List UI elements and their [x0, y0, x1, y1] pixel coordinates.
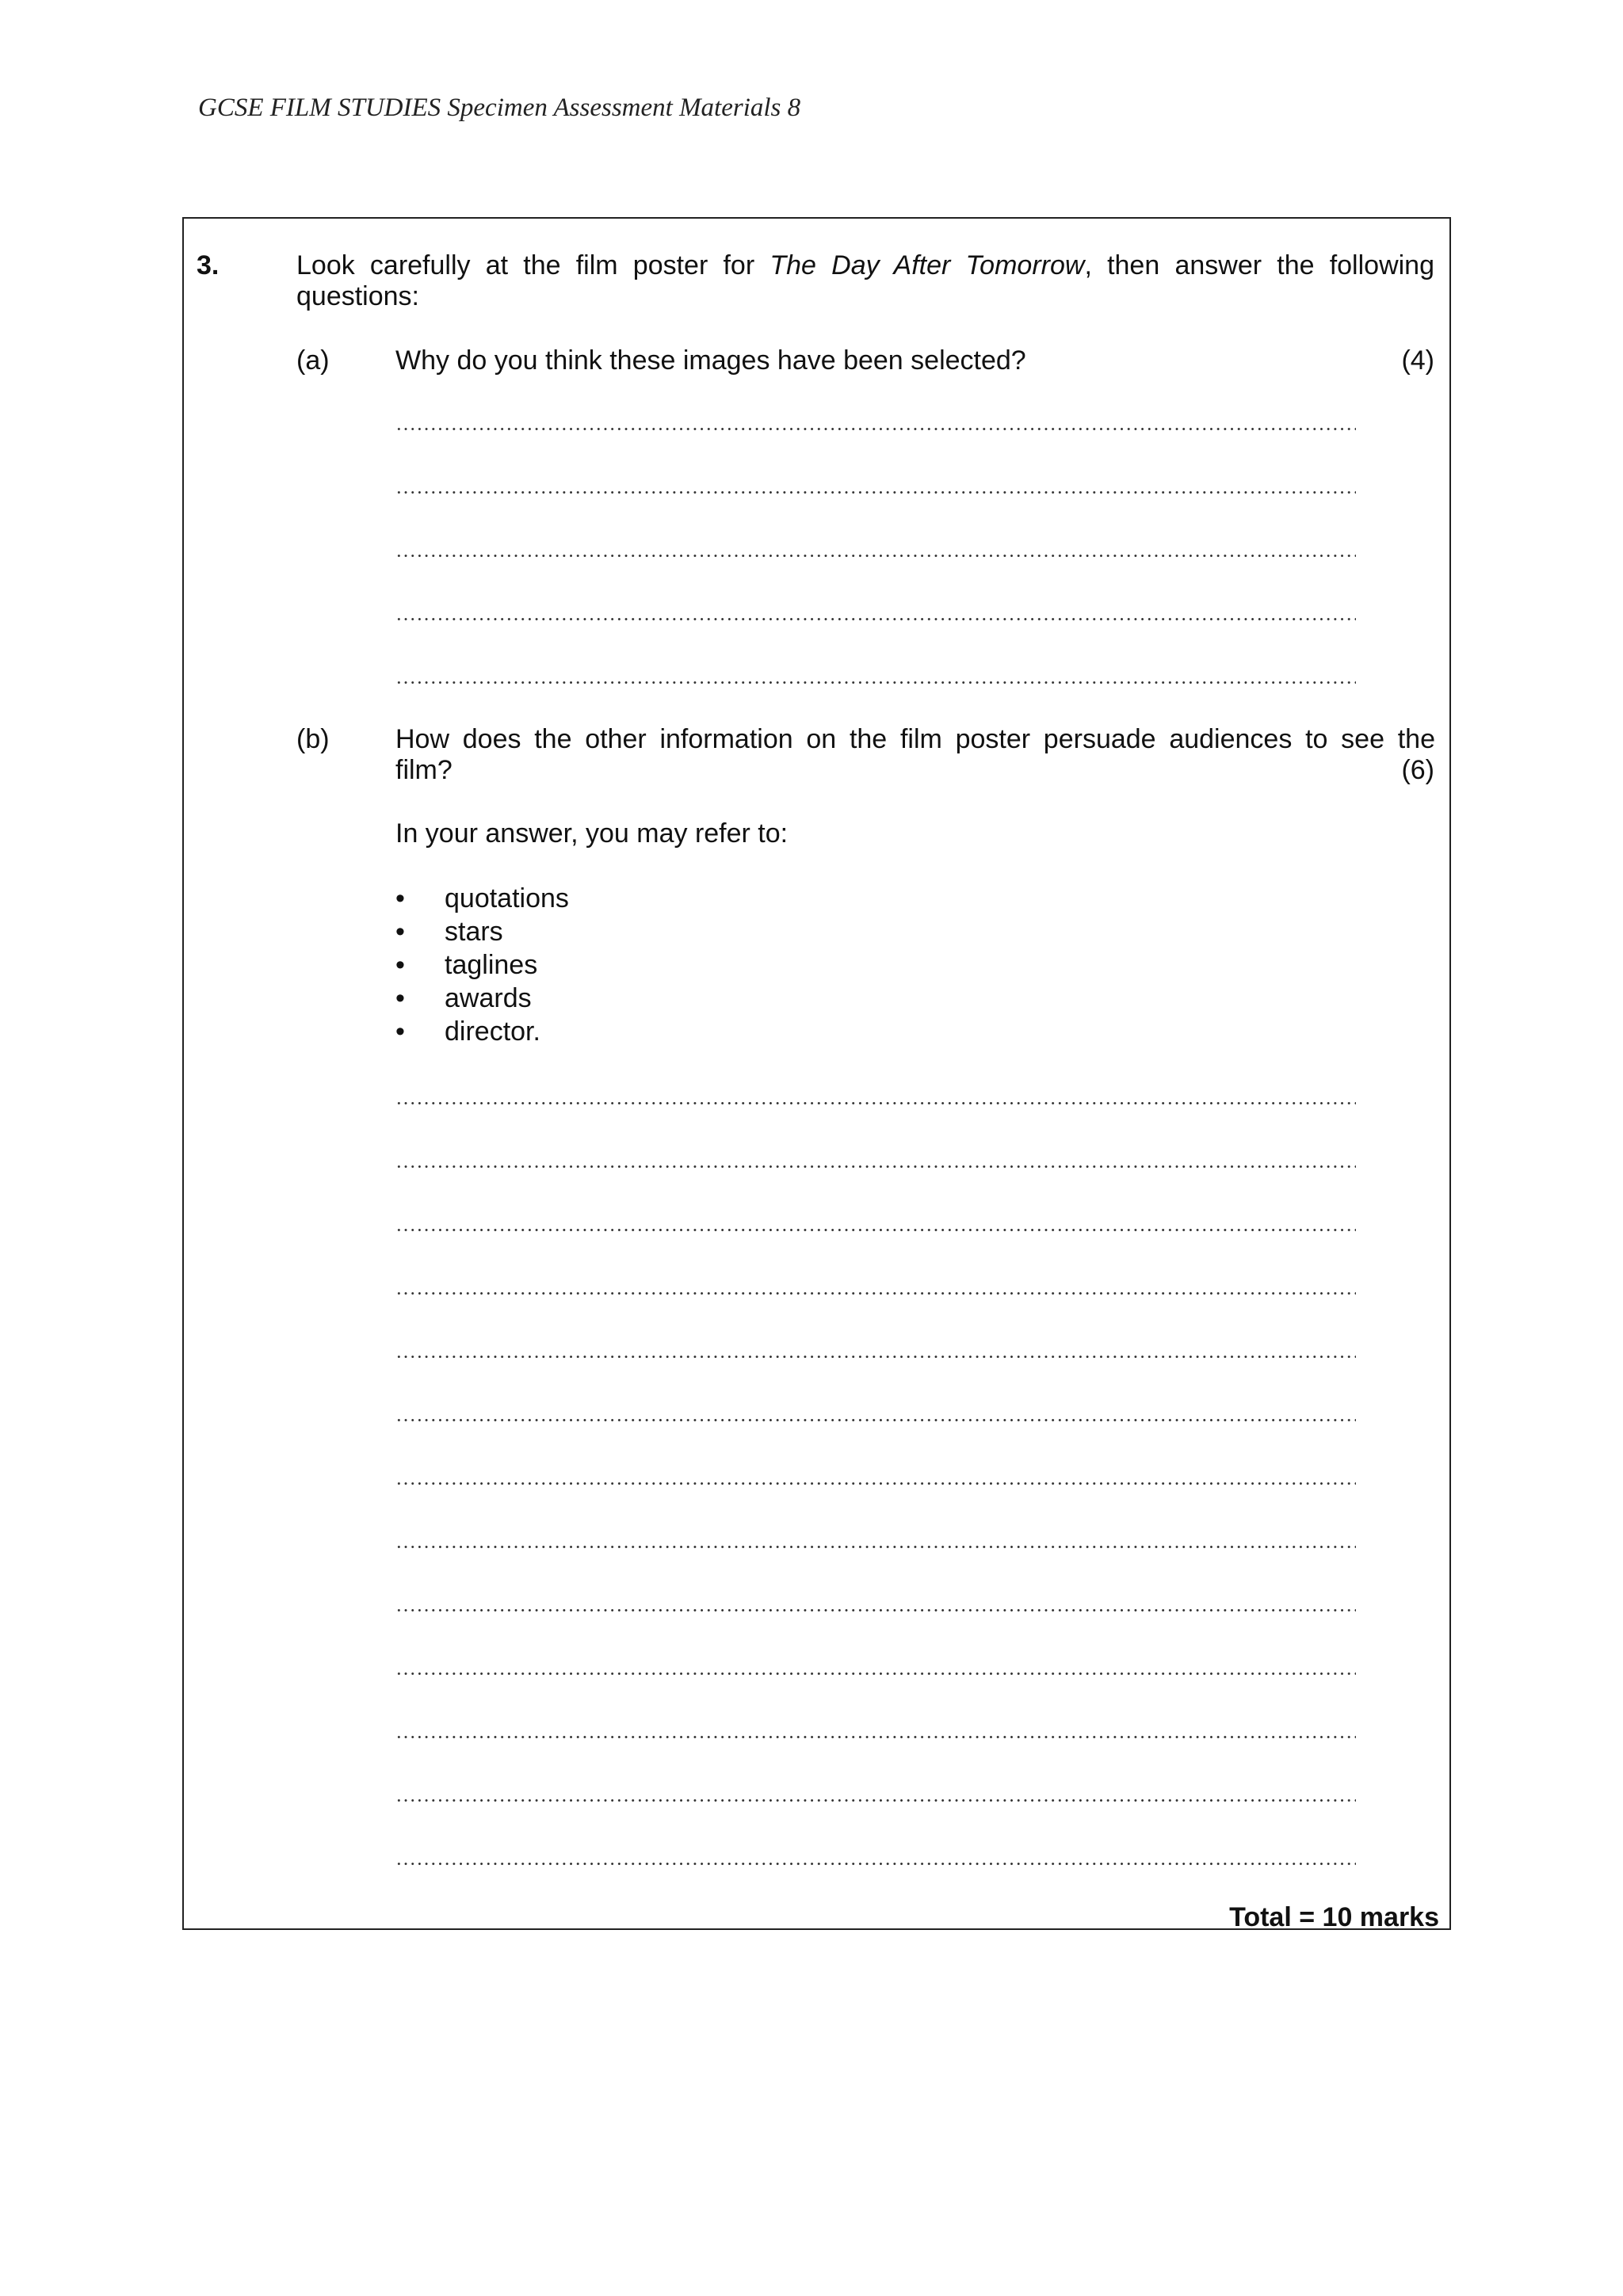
answer-line[interactable]	[395, 681, 1356, 684]
answer-line[interactable]	[395, 491, 1356, 494]
question-intro-line1	[296, 250, 1434, 281]
intro-text-before: Look carefully at the film poster for	[296, 250, 770, 280]
question-number: 3.	[197, 250, 220, 280]
answer-line[interactable]	[395, 1102, 1356, 1104]
answer-line[interactable]	[395, 1229, 1356, 1231]
part-b-marks: (6)	[1401, 755, 1434, 785]
answer-line[interactable]	[395, 1546, 1356, 1548]
answer-line[interactable]	[395, 1419, 1356, 1421]
answer-line[interactable]	[395, 1863, 1356, 1865]
question-intro	[296, 250, 1434, 312]
film-title: The Day After Tomorrow	[769, 250, 1085, 280]
answer-line[interactable]	[395, 1165, 1356, 1168]
answer-line[interactable]	[395, 1609, 1356, 1611]
answer-line[interactable]	[395, 618, 1356, 620]
total-marks: Total = 10 marks	[1229, 1902, 1439, 1932]
intro-text-after: , then answer the following	[1084, 250, 1434, 280]
answer-line[interactable]	[395, 1799, 1356, 1802]
answer-line[interactable]	[395, 428, 1356, 430]
part-b-label: (b)	[296, 724, 330, 754]
part-b-prompt: In your answer, you may refer to:	[395, 818, 789, 849]
page-header: GCSE FILM STUDIES Specimen Assessment Materials 8	[198, 93, 801, 122]
answer-line[interactable]	[395, 555, 1356, 557]
question-intro-line2: questions:	[296, 281, 419, 311]
answer-line[interactable]	[395, 1672, 1356, 1675]
part-b-question-line2: film?	[395, 755, 453, 785]
part-b-question-line1: How does the other information on the film poster persuade audiences to see the	[395, 724, 1435, 754]
answer-line[interactable]	[395, 1736, 1356, 1738]
part-a-marks: (4)	[1401, 345, 1434, 376]
answer-line[interactable]	[395, 1482, 1356, 1485]
part-a-question: Why do you think these images have been selected?	[395, 345, 1026, 376]
answer-line[interactable]	[395, 1292, 1356, 1295]
answer-line[interactable]	[395, 1356, 1356, 1358]
part-a-label: (a)	[296, 345, 330, 376]
